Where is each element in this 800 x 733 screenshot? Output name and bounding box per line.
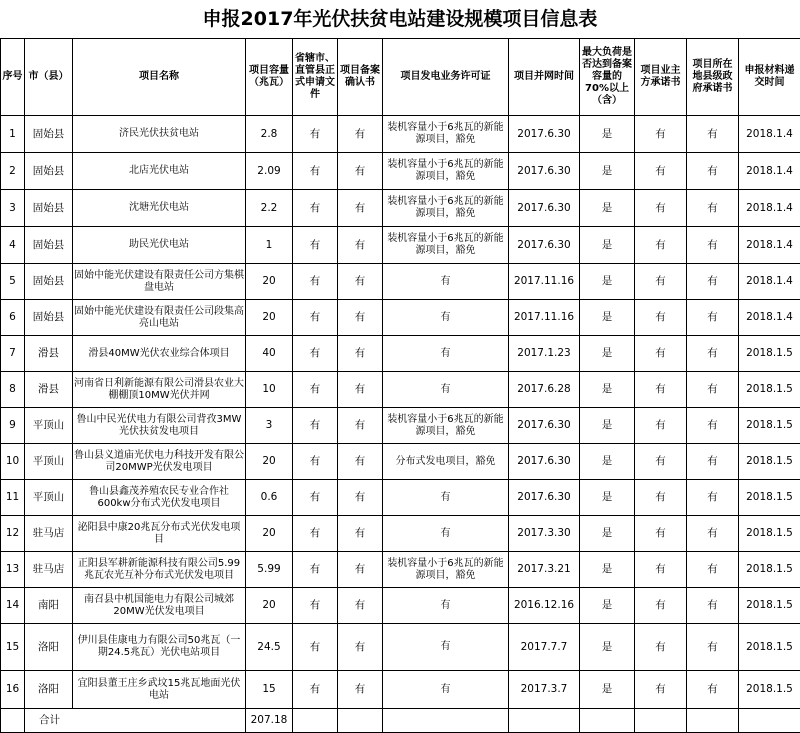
cell-grid: 2017.3.21 (509, 552, 580, 588)
cell-owner: 有 (635, 671, 687, 709)
cell-load: 是 (580, 671, 635, 709)
cell-submit: 2018.1.4 (739, 227, 800, 264)
cell-capacity: 20 (246, 516, 293, 552)
table-row (1, 300, 800, 336)
cell-name: 伊川县佳康电力有限公司50兆瓦（一期24.5兆瓦）光伏电站项目 (73, 624, 246, 671)
cell-name: 固始中能光伏建设有限责任公司方集棋盘电站 (73, 264, 246, 300)
cell-apply: 有 (293, 264, 338, 300)
cell-filing: 有 (338, 116, 383, 153)
header-capacity: 项目容量（兆瓦） (246, 39, 293, 116)
table-row (1, 116, 800, 153)
header-apply: 省辖市、直管县正式申请文件 (293, 39, 338, 116)
cell-capacity: 5.99 (246, 552, 293, 588)
cell-apply: 有 (293, 336, 338, 372)
cell-owner: 有 (635, 624, 687, 671)
cell-grid: 2017.6.30 (509, 480, 580, 516)
cell-apply: 有 (293, 408, 338, 444)
cell-name: 滑县40MW光伏农业综合体项目 (73, 336, 246, 372)
cell-name: 沈塘光伏电站 (73, 190, 246, 227)
table-row (1, 190, 800, 227)
cell-capacity: 0.6 (246, 480, 293, 516)
cell-gov: 有 (687, 300, 739, 336)
cell-gov: 有 (687, 190, 739, 227)
cell-apply: 有 (293, 190, 338, 227)
cell-grid: 2017.6.30 (509, 190, 580, 227)
cell-apply: 有 (293, 671, 338, 709)
cell-county: 固始县 (25, 227, 73, 264)
cell-name: 鲁山中民光伏电力有限公司背孜3MW光伏扶贫发电项目 (73, 408, 246, 444)
table-row (1, 153, 800, 190)
header-no: 序号 (1, 39, 25, 116)
table-title: 申报2017年光伏扶贫电站建设规模项目信息表 (0, 0, 800, 38)
cell-capacity: 20 (246, 264, 293, 300)
cell-owner: 有 (635, 300, 687, 336)
cell-apply: 有 (293, 227, 338, 264)
cell-load: 是 (580, 372, 635, 408)
cell-permit: 装机容量小于6兆瓦的新能源项目，豁免 (383, 552, 509, 588)
cell-filing: 有 (338, 153, 383, 190)
cell-no: 12 (1, 516, 25, 552)
header-county: 市（县） (25, 39, 73, 116)
header-filing: 项目备案确认书 (338, 39, 383, 116)
project-info-table (0, 38, 800, 733)
cell-owner: 有 (635, 264, 687, 300)
cell-gov: 有 (687, 444, 739, 480)
cell-owner: 有 (635, 227, 687, 264)
cell-grid: 2017.3.30 (509, 516, 580, 552)
table-row (1, 408, 800, 444)
cell-apply: 有 (293, 552, 338, 588)
cell-load: 是 (580, 516, 635, 552)
cell-filing: 有 (338, 190, 383, 227)
cell-capacity: 20 (246, 588, 293, 624)
cell-name: 助民光伏电站 (73, 227, 246, 264)
cell-owner: 有 (635, 444, 687, 480)
cell-gov: 有 (687, 116, 739, 153)
table-row (1, 671, 800, 709)
cell-county: 驻马店 (25, 516, 73, 552)
cell-submit: 2018.1.4 (739, 300, 800, 336)
total-capacity: 207.18 (246, 709, 293, 733)
cell-filing: 有 (338, 516, 383, 552)
cell-county: 洛阳 (25, 624, 73, 671)
cell-permit: 有 (383, 671, 509, 709)
header-name: 项目名称 (73, 39, 246, 116)
cell-filing: 有 (338, 552, 383, 588)
cell-submit: 2018.1.4 (739, 153, 800, 190)
cell-capacity: 1 (246, 227, 293, 264)
cell-no: 4 (1, 227, 25, 264)
cell-no: 7 (1, 336, 25, 372)
cell-grid: 2017.6.30 (509, 153, 580, 190)
cell-owner: 有 (635, 190, 687, 227)
cell-load: 是 (580, 588, 635, 624)
cell-submit: 2018.1.5 (739, 671, 800, 709)
cell-gov: 有 (687, 480, 739, 516)
cell-county: 固始县 (25, 264, 73, 300)
table-row (1, 372, 800, 408)
cell-filing: 有 (338, 264, 383, 300)
cell-grid: 2017.6.28 (509, 372, 580, 408)
table-row (1, 588, 800, 624)
cell-capacity: 2.2 (246, 190, 293, 227)
cell-county: 平顶山 (25, 444, 73, 480)
table-row (1, 336, 800, 372)
cell-gov: 有 (687, 671, 739, 709)
cell-apply: 有 (293, 588, 338, 624)
cell-load: 是 (580, 227, 635, 264)
cell-capacity: 20 (246, 300, 293, 336)
cell-gov: 有 (687, 336, 739, 372)
cell-load: 是 (580, 153, 635, 190)
cell-submit: 2018.1.5 (739, 444, 800, 480)
cell-submit: 2018.1.5 (739, 480, 800, 516)
cell-permit: 有 (383, 480, 509, 516)
cell-no: 2 (1, 153, 25, 190)
header-grid: 项目并网时间 (509, 39, 580, 116)
cell-submit: 2018.1.5 (739, 624, 800, 671)
cell-load: 是 (580, 480, 635, 516)
cell-load: 是 (580, 116, 635, 153)
total-no (1, 709, 25, 733)
cell-permit: 有 (383, 372, 509, 408)
cell-gov: 有 (687, 408, 739, 444)
cell-permit: 有 (383, 264, 509, 300)
cell-county: 固始县 (25, 153, 73, 190)
table-row (1, 516, 800, 552)
cell-gov: 有 (687, 552, 739, 588)
cell-capacity: 40 (246, 336, 293, 372)
cell-grid: 2017.11.16 (509, 300, 580, 336)
cell-load: 是 (580, 444, 635, 480)
cell-apply: 有 (293, 516, 338, 552)
cell-grid: 2017.7.7 (509, 624, 580, 671)
cell-name: 泌阳县中康20兆瓦分布式光伏发电项目 (73, 516, 246, 552)
cell-no: 15 (1, 624, 25, 671)
cell-submit: 2018.1.5 (739, 552, 800, 588)
cell-no: 8 (1, 372, 25, 408)
cell-capacity: 2.09 (246, 153, 293, 190)
cell-grid: 2017.6.30 (509, 227, 580, 264)
table-row (1, 624, 800, 671)
cell-no: 5 (1, 264, 25, 300)
cell-no: 9 (1, 408, 25, 444)
cell-load: 是 (580, 190, 635, 227)
cell-filing: 有 (338, 408, 383, 444)
cell-submit: 2018.1.5 (739, 516, 800, 552)
cell-county: 固始县 (25, 300, 73, 336)
cell-owner: 有 (635, 336, 687, 372)
cell-permit: 分布式发电项目，豁免 (383, 444, 509, 480)
table-row (1, 480, 800, 516)
cell-county: 滑县 (25, 372, 73, 408)
total-label: 合计 (25, 709, 246, 733)
cell-submit: 2018.1.5 (739, 588, 800, 624)
cell-grid: 2017.6.30 (509, 116, 580, 153)
cell-county: 固始县 (25, 116, 73, 153)
header-row (1, 39, 800, 116)
cell-grid: 2016.12.16 (509, 588, 580, 624)
cell-grid: 2017.1.23 (509, 336, 580, 372)
table-row (1, 227, 800, 264)
header-permit: 项目发电业务许可证 (383, 39, 509, 116)
cell-load: 是 (580, 300, 635, 336)
cell-grid: 2017.6.30 (509, 408, 580, 444)
header-gov: 项目所在地县级政府承诺书 (687, 39, 739, 116)
cell-county: 平顶山 (25, 408, 73, 444)
cell-permit: 有 (383, 588, 509, 624)
cell-filing: 有 (338, 480, 383, 516)
cell-capacity: 2.8 (246, 116, 293, 153)
cell-gov: 有 (687, 516, 739, 552)
cell-county: 平顶山 (25, 480, 73, 516)
cell-load: 是 (580, 552, 635, 588)
header-load: 最大负荷是否达到备案容量的70%以上（含） (580, 39, 635, 116)
cell-grid: 2017.11.16 (509, 264, 580, 300)
cell-apply: 有 (293, 624, 338, 671)
cell-capacity: 3 (246, 408, 293, 444)
cell-apply: 有 (293, 116, 338, 153)
cell-apply: 有 (293, 444, 338, 480)
cell-gov: 有 (687, 153, 739, 190)
cell-grid: 2017.6.30 (509, 444, 580, 480)
cell-permit: 有 (383, 336, 509, 372)
cell-filing: 有 (338, 588, 383, 624)
cell-gov: 有 (687, 264, 739, 300)
cell-owner: 有 (635, 408, 687, 444)
cell-filing: 有 (338, 624, 383, 671)
cell-apply: 有 (293, 153, 338, 190)
cell-name: 鲁山县义道庙光伏电力科技开发有限公司20MWP光伏发电项目 (73, 444, 246, 480)
cell-permit: 装机容量小于6兆瓦的新能源项目，豁免 (383, 116, 509, 153)
cell-no: 6 (1, 300, 25, 336)
cell-filing: 有 (338, 300, 383, 336)
total-row (1, 709, 800, 733)
cell-capacity: 24.5 (246, 624, 293, 671)
cell-load: 是 (580, 336, 635, 372)
cell-filing: 有 (338, 372, 383, 408)
cell-no: 3 (1, 190, 25, 227)
cell-gov: 有 (687, 372, 739, 408)
cell-owner: 有 (635, 588, 687, 624)
cell-gov: 有 (687, 624, 739, 671)
cell-name: 南召县中机国能电力有限公司城郊20MW光伏发电项目 (73, 588, 246, 624)
cell-submit: 2018.1.5 (739, 336, 800, 372)
cell-filing: 有 (338, 227, 383, 264)
cell-no: 16 (1, 671, 25, 709)
cell-load: 是 (580, 624, 635, 671)
cell-filing: 有 (338, 671, 383, 709)
cell-apply: 有 (293, 372, 338, 408)
cell-county: 滑县 (25, 336, 73, 372)
cell-no: 10 (1, 444, 25, 480)
cell-owner: 有 (635, 153, 687, 190)
cell-permit: 装机容量小于6兆瓦的新能源项目，豁免 (383, 153, 509, 190)
cell-submit: 2018.1.4 (739, 190, 800, 227)
cell-load: 是 (580, 264, 635, 300)
cell-name: 鲁山县鑫茂养殖农民专业合作社600kw分布式光伏发电项目 (73, 480, 246, 516)
cell-filing: 有 (338, 336, 383, 372)
cell-no: 1 (1, 116, 25, 153)
cell-load: 是 (580, 408, 635, 444)
cell-name: 济民光伏扶贫电站 (73, 116, 246, 153)
cell-gov: 有 (687, 588, 739, 624)
cell-capacity: 10 (246, 372, 293, 408)
cell-submit: 2018.1.5 (739, 372, 800, 408)
cell-county: 南阳 (25, 588, 73, 624)
cell-apply: 有 (293, 300, 338, 336)
cell-county: 洛阳 (25, 671, 73, 709)
cell-capacity: 15 (246, 671, 293, 709)
header-submit: 申报材料递交时间 (739, 39, 800, 116)
cell-owner: 有 (635, 116, 687, 153)
cell-county: 驻马店 (25, 552, 73, 588)
cell-owner: 有 (635, 372, 687, 408)
cell-filing: 有 (338, 444, 383, 480)
cell-owner: 有 (635, 480, 687, 516)
cell-name: 固始中能光伏建设有限责任公司段集高亮山电站 (73, 300, 246, 336)
cell-owner: 有 (635, 516, 687, 552)
cell-submit: 2018.1.4 (739, 116, 800, 153)
cell-permit: 有 (383, 300, 509, 336)
cell-owner: 有 (635, 552, 687, 588)
cell-name: 河南省日利新能源有限公司滑县农业大棚棚顶10MW光伏并网 (73, 372, 246, 408)
cell-submit: 2018.1.4 (739, 264, 800, 300)
cell-gov: 有 (687, 227, 739, 264)
header-owner: 项目业主方承诺书 (635, 39, 687, 116)
cell-permit: 装机容量小于6兆瓦的新能源项目，豁免 (383, 227, 509, 264)
cell-name: 宜阳县董王庄乡武坟15兆瓦地面光伏电站 (73, 671, 246, 709)
cell-permit: 装机容量小于6兆瓦的新能源项目，豁免 (383, 408, 509, 444)
table-row (1, 444, 800, 480)
cell-name: 北店光伏电站 (73, 153, 246, 190)
cell-permit: 有 (383, 624, 509, 671)
cell-no: 14 (1, 588, 25, 624)
cell-permit: 装机容量小于6兆瓦的新能源项目，豁免 (383, 190, 509, 227)
cell-grid: 2017.3.7 (509, 671, 580, 709)
cell-no: 13 (1, 552, 25, 588)
cell-county: 固始县 (25, 190, 73, 227)
table-row (1, 552, 800, 588)
cell-apply: 有 (293, 480, 338, 516)
cell-capacity: 20 (246, 444, 293, 480)
table-row (1, 264, 800, 300)
cell-name: 正阳县军耕新能源科技有限公司5.99兆瓦农光互补分布式光伏发电项目 (73, 552, 246, 588)
cell-no: 11 (1, 480, 25, 516)
cell-submit: 2018.1.5 (739, 408, 800, 444)
cell-permit: 有 (383, 516, 509, 552)
